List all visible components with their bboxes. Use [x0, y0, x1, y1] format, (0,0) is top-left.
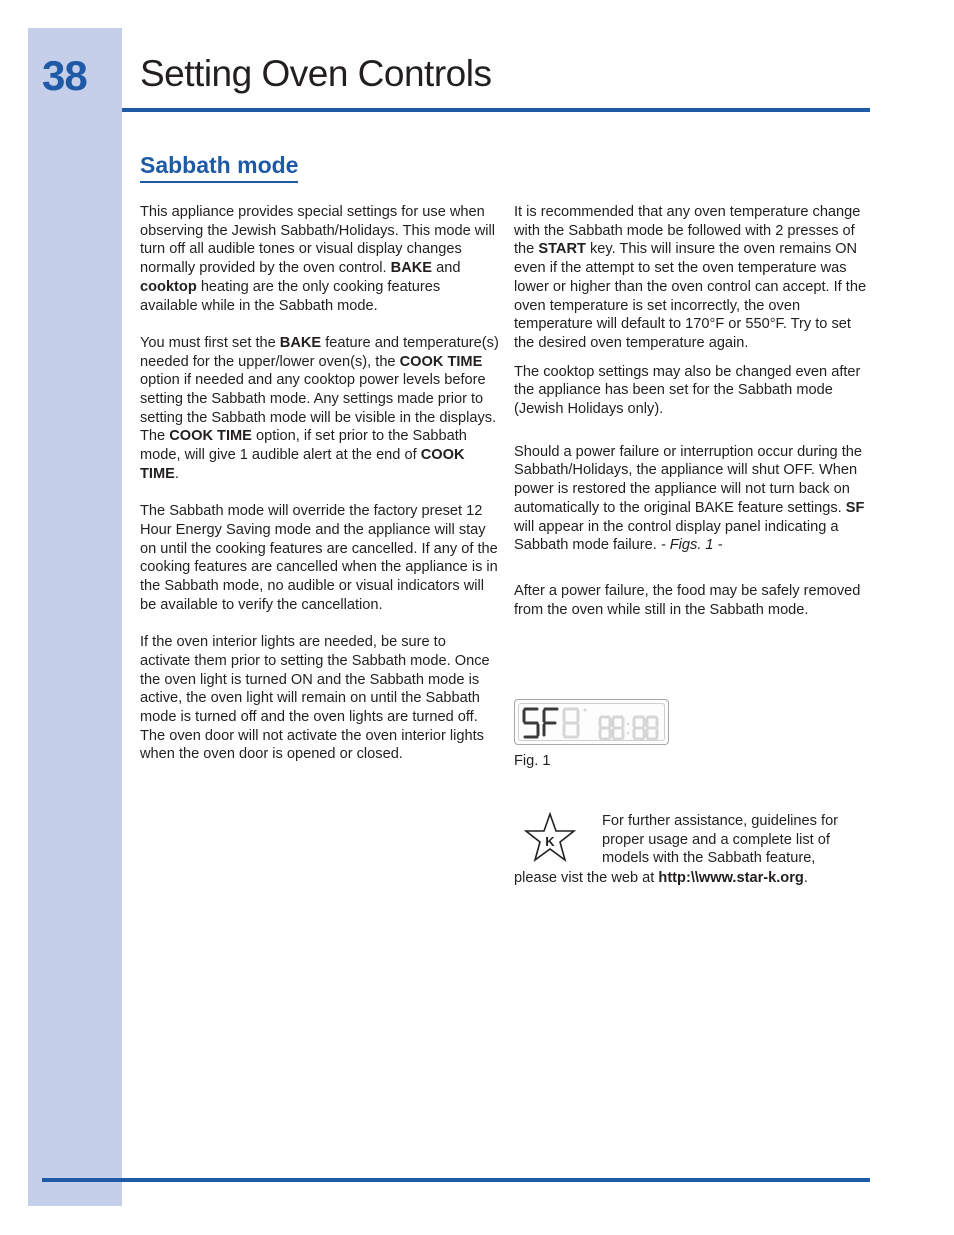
- lcd-inactive-digits: [564, 709, 657, 739]
- assistance-link-line: please vist the web at http:\\www.star-k.org.: [514, 870, 808, 886]
- header-rule: [122, 108, 870, 112]
- right-column: [514, 203, 874, 619]
- paragraph: It is recommended that any oven temperature change with the Sabbath mode be followed with 2 presses of the START key. This will insure the oven remains ON even if the attempt to set the oven temperature was lower or higher than the oven control can accept. If the oven temperature is set incorrectly, the oven temperature will default to 170°F or 550°F. Try to set the desired oven temperature again.: [514, 204, 867, 351]
- lcd-display-icon: [515, 700, 670, 746]
- paragraph: If the oven interior lights are needed, be sure to activate them prior to setting the Sabbath mode. Once the oven light is turned ON and the Sabbath mode is active, the oven light will remain on until the Sabbath mode is turned off and the oven lights are turned off. The oven door will not activate the oven interior lights when the oven door is opened or closed.: [140, 634, 490, 763]
- paragraph: The Sabbath mode will override the factory preset 12 Hour Energy Saving mode and the appliance will stay on until the cooking features are cancelled. If any of the cooking features are cancelled when the appliance is in the Sabbath mode, no audible or visual indicators will be available to verify the cancellation.: [140, 503, 498, 613]
- figure-label: Fig. 1: [514, 753, 551, 769]
- control-display-figure: [514, 699, 669, 745]
- page-title: Setting Oven Controls: [140, 53, 492, 94]
- paragraph: You must first set the BAKE feature and temperature(s) needed for the upper/lower oven(s), the COOK TIME option if needed and any cooktop power levels before setting the Sabbath mode. Any settings made prior to setting the Sabbath mode will be visible in the displays. The COOK TIME option, if set prior to the Sabbath mode, will give 1 audible alert at the end of COOK TIME.: [140, 334, 499, 482]
- paragraph: This appliance provides special settings for use when observing the Jewish Sabbath/Holidays. This mode will turn off all audible tones or visual display changes normally provided by the oven control. BAKE and cooktop heating are the only cooking features available while in the Sabbath mode.: [140, 204, 496, 314]
- paragraph: The cooktop settings may also be changed even after the appliance has been set for the Sabbath mode (Jewish Holidays only).: [514, 363, 861, 418]
- lcd-sf-text: [524, 709, 557, 737]
- left-column: [140, 203, 500, 764]
- star-k-link[interactable]: http:\\www.star-k.org: [658, 870, 804, 886]
- assistance-text: For further assistance, guidelines for proper usage and a complete list of models with the Sabbath feature,: [602, 813, 839, 867]
- footer-rule: [42, 1178, 870, 1182]
- star-k-logo-icon: [524, 812, 576, 864]
- paragraph: Should a power failure or interruption occur during the Sabbath/Holidays, the appliance will shut OFF. When power is restored the appliance will not turn back on automatically to the original BAKE feature settings. SF will appear in the control display panel indicating a Sabbath mode failure. - Figs. 1 -: [514, 443, 865, 554]
- paragraph: After a power failure, the food may be safely removed from the oven while still in the Sabbath mode.: [514, 582, 861, 618]
- logo-letter: K: [545, 834, 555, 849]
- page-sidebar: [28, 28, 122, 1206]
- page-number: 38: [42, 52, 87, 99]
- section-heading: Sabbath mode: [140, 150, 298, 183]
